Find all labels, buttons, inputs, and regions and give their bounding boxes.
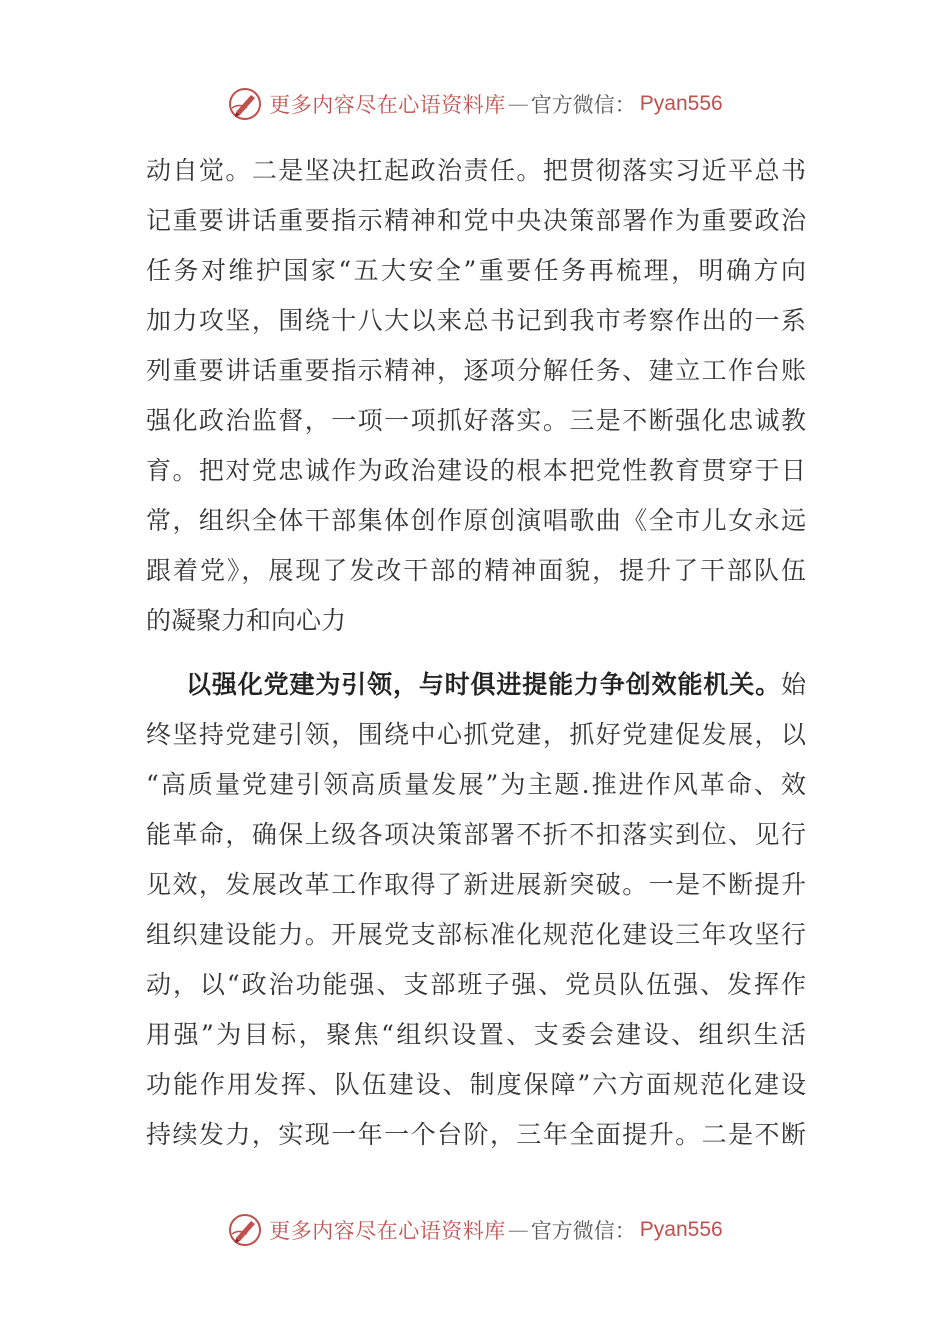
text-line: 加力攻坚，围绕十八大以来总书记到我市考察作出的一系: [146, 306, 806, 335]
paragraph-heading: 以强化党建为引领，与时俱进提能力争创效能机关。: [186, 670, 781, 699]
text-line: 育。把对党忠诚作为政治建设的根本把党性教育贯穿于日: [146, 456, 806, 485]
text-line: 能革命，确保上级各项决策部署不折不扣落实到位、见行: [146, 820, 806, 849]
pen-logo-icon: [227, 1212, 263, 1248]
banner-wechat-id: Pyan556: [639, 92, 723, 115]
text-line: 的凝聚力和向心力: [146, 606, 347, 635]
paragraph-1: [146, 146, 806, 646]
text-line: 组织建设能力。开展党支部标准化规范化建设三年攻坚行: [146, 920, 806, 949]
text-line: 记重要讲话重要指示精神和党中央决策部署作为重要政治: [146, 206, 806, 235]
footer-banner: [0, 1208, 950, 1252]
banner-text: 更多内容尽在心语资料库: [269, 1219, 506, 1243]
document-body: [146, 146, 806, 1160]
text-line: 功能作用发挥、队伍建设、制度保障”六方面规范化建设: [146, 1070, 806, 1099]
banner-wechat-label: 官方微信：: [530, 93, 636, 117]
pen-logo-icon: [227, 86, 263, 122]
text-line: 终坚持党建引领，围绕中心抓党建，抓好党建促发展，以: [146, 720, 806, 749]
text-line: 用强”为目标，聚焦“组织设置、支委会建设、组织生活: [146, 1020, 806, 1049]
text-line: 见效，发展改革工作取得了新进展新突破。一是不断提升: [146, 870, 806, 899]
text-line: 跟着党》，展现了发改干部的精神面貌，提升了干部队伍: [146, 556, 806, 585]
text-line: “高质量党建引领高质量发展”为主题.推进作风革命、效: [146, 770, 806, 799]
banner-dash: —: [507, 92, 529, 116]
text-line: 任务对维护国家“五大安全”重要任务再梳理，明确方向: [146, 256, 806, 285]
text-line: 强化政治监督，一项一项抓好落实。三是不断强化忠诚教: [146, 406, 806, 435]
paragraph-2: [146, 660, 806, 1160]
banner-text: 更多内容尽在心语资料库: [269, 93, 506, 117]
banner-dash: —: [507, 1218, 529, 1242]
banner-wechat-id: Pyan556: [639, 1218, 723, 1241]
paragraph-gap: [146, 646, 806, 660]
text-line: 常，组织全体干部集体创作原创演唱歌曲《全市儿女永远: [146, 506, 806, 535]
banner-wechat-label: 官方微信：: [530, 1219, 636, 1243]
text-line: 动自觉。二是坚决扛起政治责任。把贯彻落实习近平总书: [146, 156, 806, 185]
text-fragment: 始: [780, 670, 806, 699]
header-banner: [0, 82, 950, 126]
text-line: 动，以“政治功能强、支部班子强、党员队伍强、发挥作: [146, 970, 806, 999]
text-line: 列重要讲话重要指示精神，逐项分解任务、建立工作台账: [146, 356, 806, 385]
text-line-lead: [146, 660, 806, 710]
text-line: 持续发力，实现一年一个台阶，三年全面提升。二是不断: [146, 1120, 806, 1149]
